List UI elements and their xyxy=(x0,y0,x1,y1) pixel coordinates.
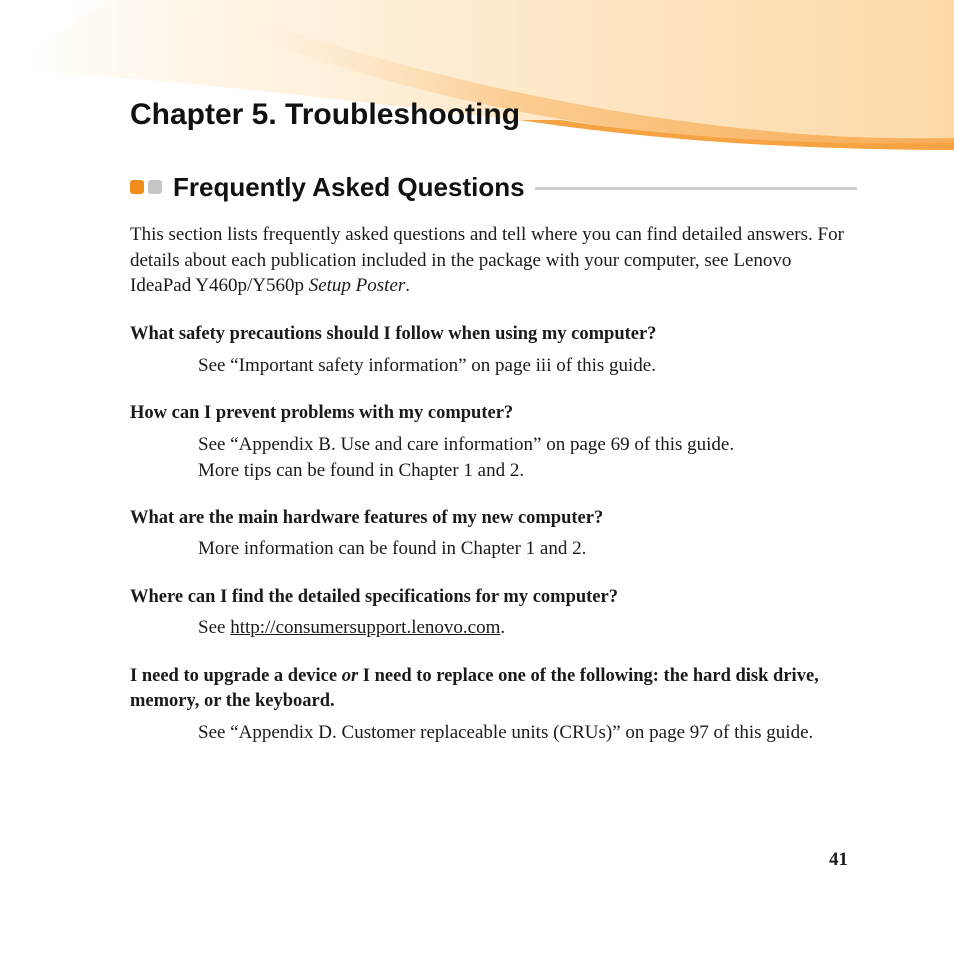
intro-italic: Setup Poster xyxy=(308,275,406,296)
question-part: I need to upgrade a device xyxy=(130,666,342,686)
faq-answer: More information can be found in Chapter 1 and 2. xyxy=(198,538,587,559)
faq-question: How can I prevent problems with my computer? xyxy=(130,403,514,423)
faq-answer xyxy=(198,615,858,641)
orange-square-bullet-icon xyxy=(130,180,144,194)
question-part: I need to replace one of the following: the hard disk drive, memory, or the keyboard. xyxy=(130,666,819,711)
section-heading xyxy=(130,170,857,204)
section-title: Frequently Asked Questions xyxy=(173,171,525,202)
faq-answer-line: More tips can be found in Chapter 1 and 2. xyxy=(198,459,525,481)
faq-question: Where can I find the detailed specifications for my computer? xyxy=(130,587,618,607)
faq-answer: See “Appendix D. Customer replaceable units (CRUs)” on page 97 of this guide. xyxy=(198,722,814,743)
chapter-title: Chapter 5. Troubleshooting xyxy=(130,98,521,131)
faq-question xyxy=(130,664,857,714)
intro-paragraph xyxy=(130,222,857,299)
support-link[interactable]: http://consumersupport.lenovo.com xyxy=(230,617,501,638)
gray-square-bullet-icon xyxy=(148,180,162,194)
intro-end: . xyxy=(405,275,411,296)
answer-prefix: See xyxy=(198,617,231,638)
question-italic: or xyxy=(341,666,359,686)
faq-answer xyxy=(198,432,858,483)
faq-answer: See “Important safety information” on page iii of this guide. xyxy=(198,355,656,376)
faq-question: What are the main hardware features of my new computer? xyxy=(130,508,604,528)
header-banner xyxy=(0,0,954,160)
section-rule xyxy=(535,187,857,190)
faq-question: What safety precautions should I follow when using my computer? xyxy=(130,324,657,344)
page-number: 41 xyxy=(829,849,848,870)
faq-answer-line: See “Appendix B. Use and care information” on page 69 of this guide. xyxy=(198,434,735,455)
answer-suffix: . xyxy=(500,617,506,638)
intro-text: This section lists frequently asked questions and tell where you can find detailed answers. For details about each publication included in the package with your computer, see Lenovo IdeaPad Y460p/Y560p xyxy=(130,224,844,296)
